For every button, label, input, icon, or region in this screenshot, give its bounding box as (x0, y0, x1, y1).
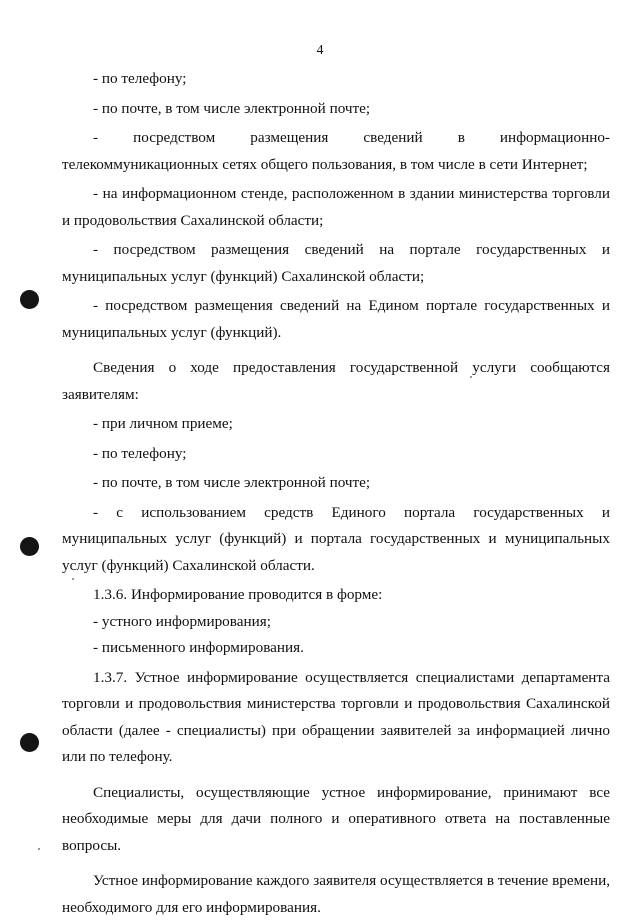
list-item: - на информационном стенде, расположенном в здании министерства торговли и продовольствия Сахалинской области; (62, 185, 610, 229)
list-item: - письменного информирования. (93, 639, 304, 656)
list-item: - по почте, в том числе электронной почте; (93, 474, 371, 491)
list-item: - с использованием средств Единого портала государственных и муниципальных услуг (функций) и портала государственных и муниципальных услуг (функций) Сахалинской области. (62, 503, 610, 574)
document-body (62, 66, 610, 921)
scan-speck (72, 578, 74, 580)
paragraph: Специалисты, осуществляющие устное информирование, принимают все необходимые меры для дачи полного и оперативного ответа на поставленные вопросы. (62, 783, 610, 854)
punch-hole-icon (20, 733, 39, 752)
list-item: - посредством размещения сведений на Едином портале государственных и муниципальных услуг (функций). (62, 297, 610, 341)
list-item: - посредством размещения сведений на портале государственных и муниципальных услуг (функций) Сахалинской области; (62, 241, 610, 285)
list-item: - по телефону; (93, 70, 187, 87)
paragraph: 1.3.7. Устное информирование осуществляется специалистами департамента торговли и продовольствия министерства торговли и продовольствия Сахалинской области (далее - специалисты) при обращении заявителей за информацией лично или по телефону. (62, 668, 610, 765)
section-heading: 1.3.6. Информирование проводится в форме: (93, 586, 383, 603)
scan-speck (470, 376, 472, 378)
punch-hole-icon (20, 537, 39, 556)
page-number: 4 (316, 43, 324, 58)
list-item: - по телефону; (93, 444, 187, 462)
list-item: - устного информирования; (93, 612, 271, 630)
paragraph: Сведения о ходе предоставления государственной услуги сообщаются заявителям: (62, 359, 610, 403)
scan-speck (38, 848, 40, 850)
punch-hole-icon (20, 290, 39, 309)
list-item: - по почте, в том числе электронной почте; (93, 99, 371, 117)
list-item: - при личном приеме; (93, 415, 233, 432)
list-item: - посредством размещения сведений в информационно-телекоммуникационных сетях общего пользования, в том числе в сети Интернет; (62, 129, 610, 173)
paragraph: Устное информирование каждого заявителя осуществляется в течение времени, необходимого для его информирования. (62, 872, 610, 916)
